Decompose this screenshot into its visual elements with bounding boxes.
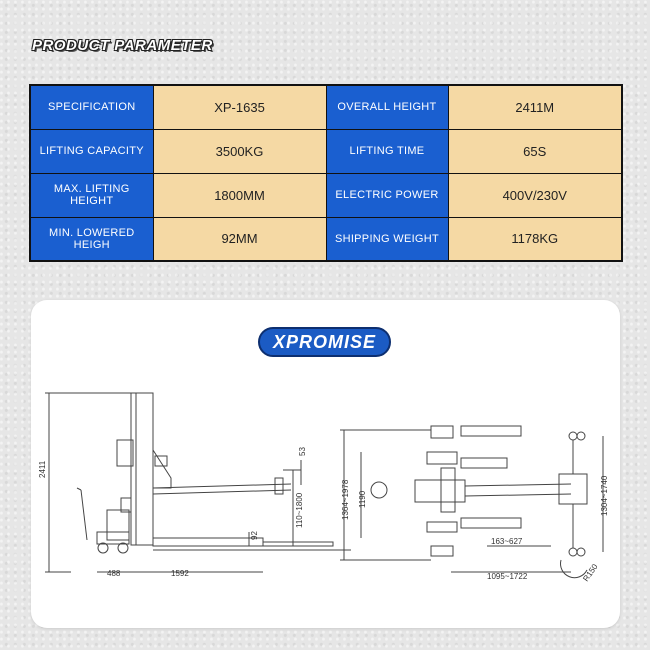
param-value: 1178KG — [448, 217, 622, 261]
param-label: MAX. LIFTING HEIGHT — [30, 173, 153, 217]
dim-reach-range: 1095~1722 — [487, 572, 528, 581]
dim-radius: R150 — [581, 562, 600, 584]
brand-logo: XPROMISE — [258, 327, 391, 357]
param-label: SPECIFICATION — [30, 85, 153, 129]
table-row — [30, 217, 622, 261]
param-value: 65S — [448, 129, 622, 173]
table-row — [30, 85, 622, 129]
dim-lift-range: 110~1800 — [295, 492, 304, 528]
param-label: OVERALL HEIGHT — [326, 85, 448, 129]
param-label: LIFTING TIME — [326, 129, 448, 173]
top-view — [340, 426, 603, 578]
table-row — [30, 129, 622, 173]
param-value: 3500KG — [153, 129, 326, 173]
param-value: 400V/230V — [448, 173, 622, 217]
param-value: 1800MM — [153, 173, 326, 217]
param-value: XP-1635 — [153, 85, 326, 129]
param-value: 2411M — [448, 85, 622, 129]
dim-inner-width: 1190 — [358, 490, 367, 508]
dim-top: 53 — [298, 447, 307, 456]
dim-base-length: 1592 — [171, 569, 189, 578]
param-label: MIN. LOWERED HEIGH — [30, 217, 153, 261]
page-title: PRODUCT PARAMETER — [32, 37, 213, 54]
dim-arm-offset: 163~627 — [491, 537, 523, 546]
param-label: ELECTRIC POWER — [326, 173, 448, 217]
technical-drawing — [31, 360, 620, 600]
dim-min-height: 92 — [250, 531, 259, 540]
parameter-table — [29, 84, 623, 262]
dim-arm-span: 1304~1740 — [600, 475, 609, 516]
param-label: LIFTING CAPACITY — [30, 129, 153, 173]
table-row — [30, 173, 622, 217]
dim-base-depth: 488 — [107, 569, 121, 578]
side-view — [45, 393, 351, 572]
dim-width-range: 1364~1978 — [341, 479, 350, 520]
param-label: SHIPPING WEIGHT — [326, 217, 448, 261]
param-value: 92MM — [153, 217, 326, 261]
dim-overall-height: 2411 — [38, 460, 47, 478]
